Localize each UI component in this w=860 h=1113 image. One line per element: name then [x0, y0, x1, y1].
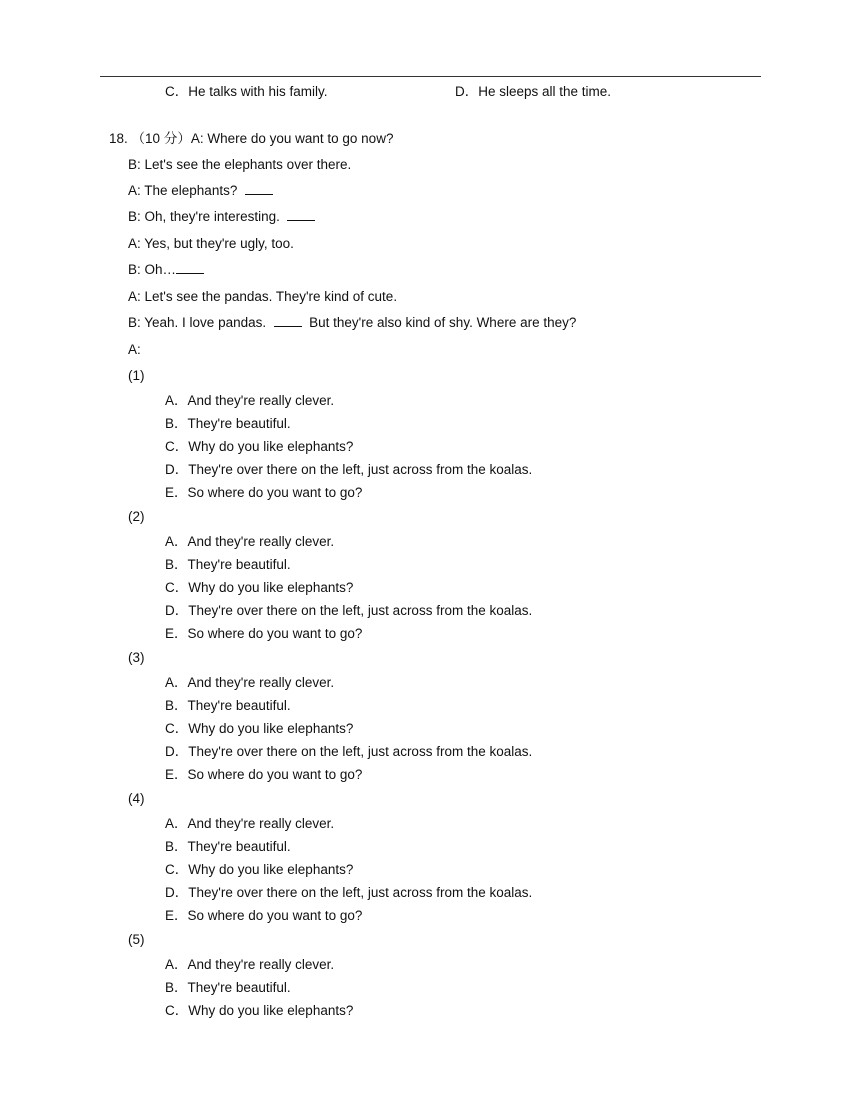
dialogue-line-8: B: Yeah. I love pandas. But they're also kind of shy. Where are they? [128, 315, 577, 330]
option-e[interactable]: E．So where do you want to go? [165, 485, 363, 500]
option-e[interactable]: E．So where do you want to go? [165, 908, 363, 923]
option-a[interactable]: A．And they're really clever. [165, 393, 335, 408]
dialogue-line-9: A: [128, 342, 141, 357]
option-c[interactable]: C．Why do you like elephants? [165, 862, 354, 877]
option-c[interactable]: C．Why do you like elephants? [165, 580, 354, 595]
option-d[interactable]: D．They're over there on the left, just across from the koalas. [165, 744, 533, 759]
option-a[interactable]: A．And they're really clever. [165, 957, 335, 972]
question-number: 18. [109, 131, 128, 146]
option-d[interactable]: D．They're over there on the left, just across from the koalas. [165, 603, 533, 618]
subquestion-label: (4) [128, 791, 145, 806]
option-d[interactable]: D．They're over there on the left, just across from the koalas. [165, 885, 533, 900]
answer-blank-4[interactable] [274, 314, 302, 327]
option-b[interactable]: B．They're beautiful. [165, 557, 291, 572]
option-b[interactable]: B．They're beautiful. [165, 980, 291, 995]
option-c[interactable]: C．Why do you like elephants? [165, 439, 354, 454]
dialogue-line-4: B: Oh, they're interesting. [128, 208, 315, 226]
subquestion-label: (1) [128, 368, 145, 383]
option-d[interactable]: D．They're over there on the left, just across from the koalas. [165, 462, 533, 477]
dialogue-line-6: B: Oh… [128, 261, 204, 279]
question-score: （10 分） [131, 131, 191, 146]
prev-option-d: D．He sleeps all the time. [455, 84, 612, 99]
option-e[interactable]: E．So where do you want to go? [165, 767, 363, 782]
option-a[interactable]: A．And they're really clever. [165, 534, 335, 549]
dialogue-line-2: B: Let's see the elephants over there. [128, 157, 352, 172]
option-a[interactable]: A．And they're really clever. [165, 816, 335, 831]
option-b[interactable]: B．They're beautiful. [165, 416, 291, 431]
option-a[interactable]: A．And they're really clever. [165, 675, 335, 690]
option-b[interactable]: B．They're beautiful. [165, 839, 291, 854]
question-18-header [109, 130, 393, 148]
header-rule [100, 76, 761, 77]
answer-blank-3[interactable] [176, 261, 204, 274]
subquestion-label: (5) [128, 932, 145, 947]
dialogue-line-3: A: The elephants? [128, 182, 273, 200]
option-c[interactable]: C．Why do you like elephants? [165, 721, 354, 736]
subquestion-label: (2) [128, 509, 145, 524]
answer-blank-2[interactable] [287, 208, 315, 221]
option-b[interactable]: B．They're beautiful. [165, 698, 291, 713]
dialogue-line-5: A: Yes, but they're ugly, too. [128, 236, 294, 251]
option-c[interactable]: C．Why do you like elephants? [165, 1003, 354, 1018]
dialogue-line-1: A: Where do you want to go now? [190, 131, 394, 146]
prev-option-c: C．He talks with his family. [165, 84, 328, 99]
answer-blank-1[interactable] [245, 182, 273, 195]
dialogue-line-7: A: Let's see the pandas. They're kind of cute. [128, 289, 398, 304]
option-e[interactable]: E．So where do you want to go? [165, 626, 363, 641]
subquestion-label: (3) [128, 650, 145, 665]
